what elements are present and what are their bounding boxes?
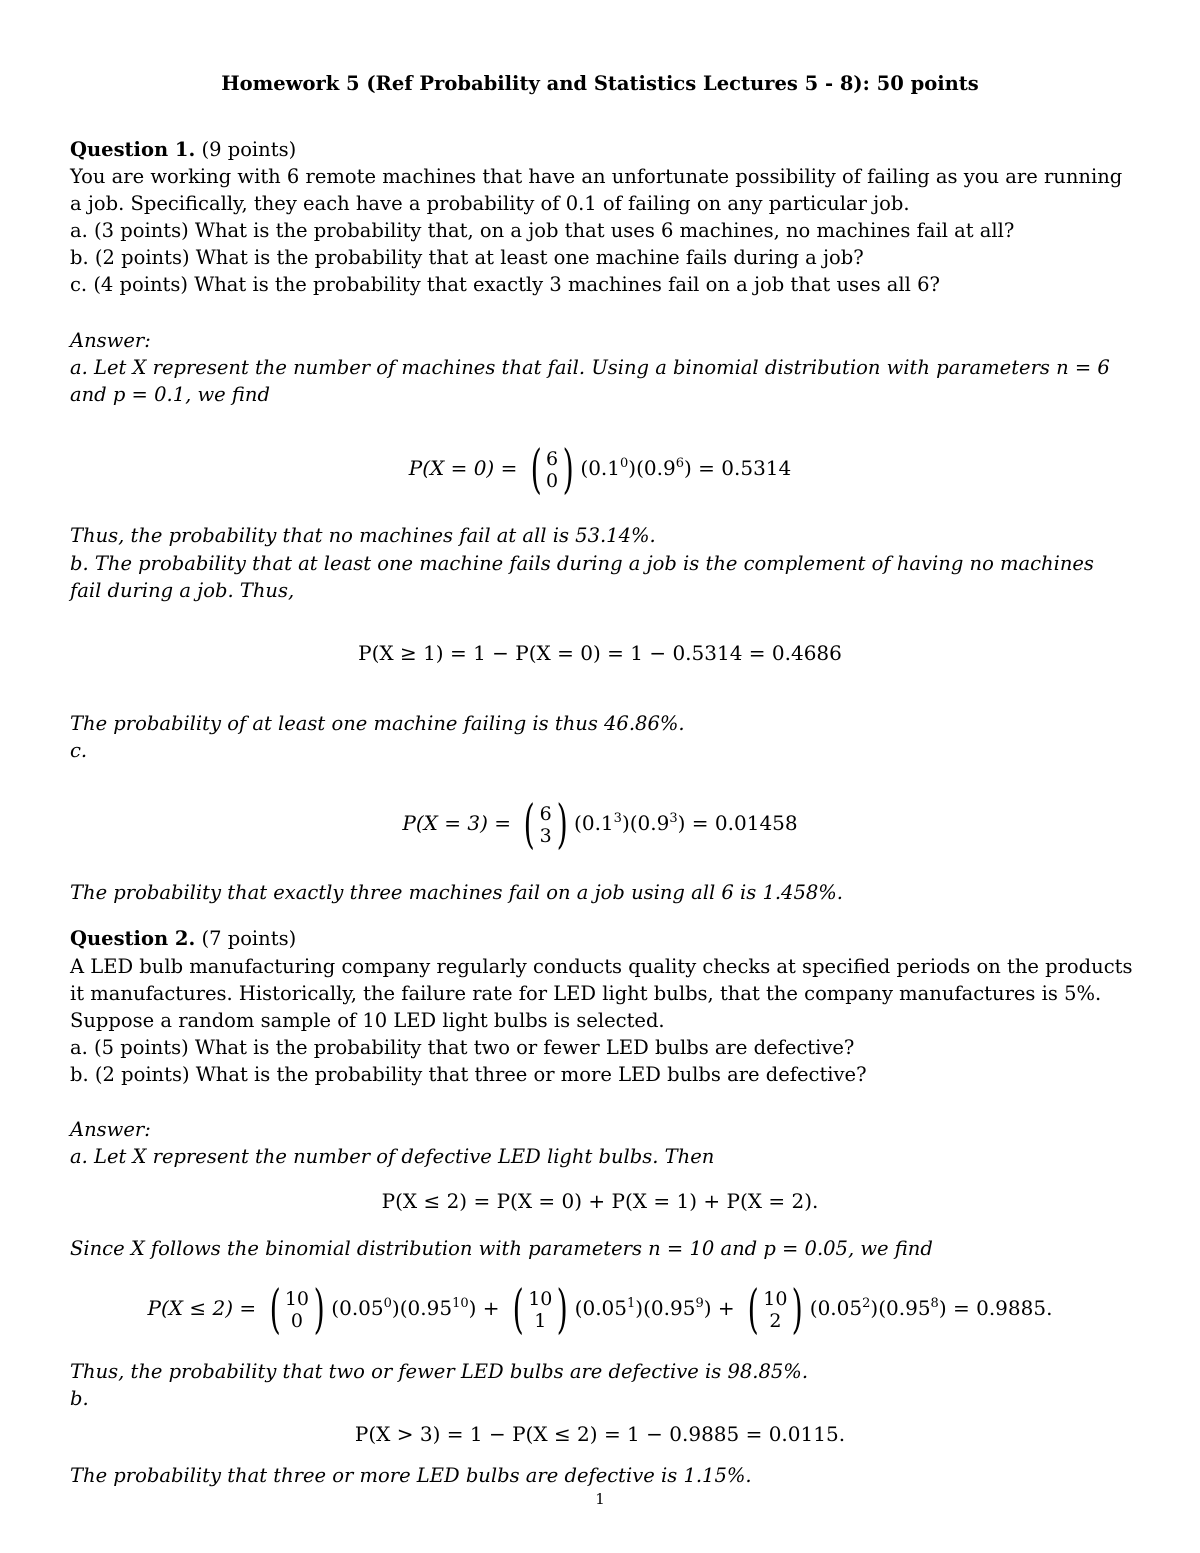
q2-text-line-2: it manufactures. Historically, the failure rate for LED light bulbs, that the company manufactures is 5%. bbox=[70, 982, 1102, 1005]
page-number: 1 bbox=[595, 1490, 605, 1508]
binomial-coefficient: ( 10 1 ) bbox=[512, 1279, 569, 1340]
q1-equation-a: P(X = 0) = ( 6 0 ) $(0.1^0)(0.9^6) = 0.5314$ bbox=[408, 439, 792, 500]
q1-answer-c-label: c. bbox=[70, 739, 88, 762]
q1-answer-b-line-2: fail during a job. Thus, bbox=[70, 579, 295, 602]
q2-text-line-1: A LED bulb manufacturing company regularly conducts quality checks at specified periods on the products bbox=[70, 955, 1133, 978]
q2-answer-b-conclusion: The probability that three or more LED bulbs are defective is 1.15%. bbox=[70, 1464, 752, 1487]
q1-part-b: b. (2 points) What is the probability that at least one machine fails during a job? bbox=[70, 246, 864, 269]
q1-answer-a-line-1: a. Let X represent the number of machines that fail. Using a binomial distribution with parameters n = 6 bbox=[70, 356, 1110, 379]
q1-answer-label: Answer: bbox=[70, 329, 151, 352]
question-2-label: Question 2. bbox=[70, 927, 196, 950]
q2-equation-a1: P(X ≤ 2) = P(X = 0) + P(X = 1) + P(X = 2). bbox=[381, 1189, 819, 1213]
q2-equation-a2: P(X ≤ 2) = ( 10 0 ) $(0.05^0)(0.95^{10})$ + ( 10 1 ) $(0.05^1)(0.95^9)$ + ( 10 2 ) $(0.05^2)(0.95^8) = 0.9885$. bbox=[147, 1279, 1053, 1340]
q2-answer-a-line-1: a. Let X represent the number of defective LED light bulbs. Then bbox=[70, 1145, 715, 1168]
q2-text-line-3: Suppose a random sample of 10 LED light bulbs is selected. bbox=[70, 1009, 665, 1032]
page-title: Homework 5 (Ref Probability and Statistics Lectures 5 - 8): 50 points bbox=[221, 72, 979, 95]
q1-part-a: a. (3 points) What is the probability that, on a job that uses 6 machines, no machines fail at all? bbox=[70, 219, 1015, 242]
binomial-coefficient: ( 6 3 ) bbox=[523, 794, 568, 855]
q1-equation-b: P(X ≥ 1) = 1 − P(X = 0) = 1 − 0.5314 = 0.4686 bbox=[358, 641, 842, 665]
q2-answer-b-label: b. bbox=[70, 1387, 89, 1410]
q1-text-line-2: a job. Specifically, they each have a probability of 0.1 of failing on any particular job. bbox=[70, 192, 910, 215]
q1-answer-b-line-1: b. The probability that at least one machine fails during a job is the complement of having no machines bbox=[70, 552, 1094, 575]
q1-text-line-1: You are working with 6 remote machines that have an unfortunate possibility of failing as you are running bbox=[70, 165, 1123, 188]
q1-equation-c: P(X = 3) = ( 6 3 ) $(0.1^3)(0.9^3) = 0.01458$ bbox=[402, 794, 798, 855]
q2-part-a: a. (5 points) What is the probability that two or fewer LED bulbs are defective? bbox=[70, 1036, 855, 1059]
q1-answer-a-line-2: and p = 0.1, we find bbox=[70, 383, 270, 406]
q1-answer-c-conclusion: The probability that exactly three machines fail on a job using all 6 is 1.458%. bbox=[70, 881, 844, 904]
q2-answer-a-conclusion: Thus, the probability that two or fewer LED bulbs are defective is 98.85%. bbox=[70, 1360, 809, 1383]
q1-answer-a-conclusion: Thus, the probability that no machines fail at all is 53.14%. bbox=[70, 524, 656, 547]
binomial-coefficient: ( 10 2 ) bbox=[747, 1279, 804, 1340]
q2-answer-a-line-2: Since X follows the binomial distribution with parameters n = 10 and p = 0.05, we find bbox=[70, 1237, 933, 1260]
question-1-points: (9 points) bbox=[201, 138, 297, 161]
binomial-coefficient: ( 10 0 ) bbox=[269, 1279, 325, 1340]
question-1-heading bbox=[70, 136, 1132, 163]
binomial-coefficient: ( 6 0 ) bbox=[530, 439, 574, 500]
q2-equation-b: P(X > 3) = 1 − P(X ≤ 2) = 1 − 0.9885 = 0.0115. bbox=[354, 1422, 846, 1446]
q1-part-c: c. (4 points) What is the probability that exactly 3 machines fail on a job that uses all 6? bbox=[70, 273, 940, 296]
question-2-points: (7 points) bbox=[201, 927, 297, 950]
question-2-heading bbox=[70, 925, 1132, 952]
q2-answer-label: Answer: bbox=[70, 1118, 151, 1141]
q2-part-b: b. (2 points) What is the probability that three or more LED bulbs are defective? bbox=[70, 1063, 867, 1086]
q1-answer-b-conclusion: The probability of at least one machine failing is thus 46.86%. bbox=[70, 712, 685, 735]
question-1-label: Question 1. bbox=[70, 138, 196, 161]
